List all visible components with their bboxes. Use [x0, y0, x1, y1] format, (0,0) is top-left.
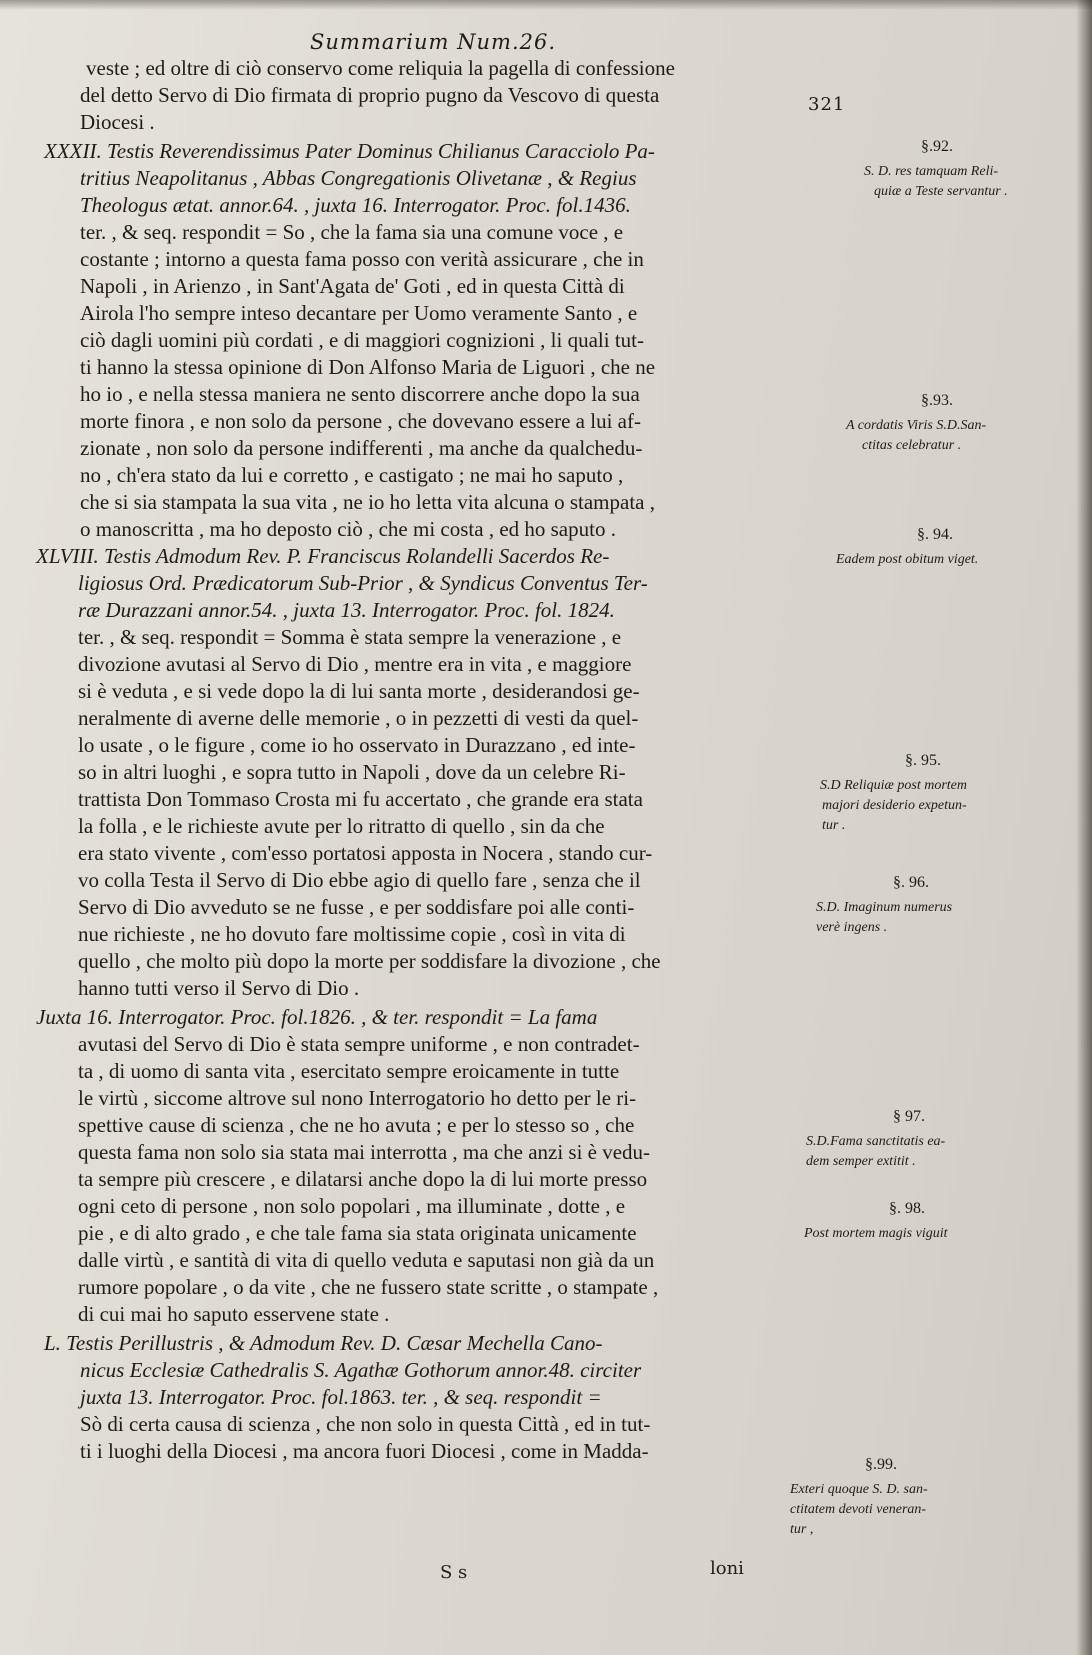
text-line: che si sia stampata la sua vita , ne io ho letta vita alcuna o stampata , [80, 490, 655, 514]
margin-note-line: S. D. res tamquam Reli- [864, 164, 999, 179]
text-line: XLVIII. Testis Admodum Rev. P. Franciscus Rolandelli Sacerdos Re- [36, 544, 610, 568]
margin-note-line: dem semper extitit . [806, 1154, 916, 1169]
margin-section-number: §.99. [865, 1456, 897, 1473]
text-line: si è veduta , e si vede dopo la di lui santa morte , desiderandosi ge- [78, 679, 640, 703]
text-line: vo colla Testa il Servo di Dio ebbe agio di quello fare , senza che il [78, 868, 641, 892]
text-line: la folla , e le richieste avute per lo ritratto di quello , sin da che [78, 814, 605, 838]
text-line: Airola l'ho sempre inteso decantare per Uomo veramente Santo , e [80, 301, 638, 325]
text-line: ter. , & seq. respondit = So , che la fama sia una comune voce , e [80, 220, 624, 244]
margin-note-line: S.D. Imaginum numerus [816, 900, 953, 915]
text-line: juxta 13. Interrogator. Proc. fol.1863. ter. , & seq. respondit = [80, 1385, 602, 1409]
signature-mark: S s [440, 1562, 468, 1583]
text-line: ta , di uomo di santa vita , esercitato sempre eroicamente in tutte [78, 1059, 620, 1083]
margin-section-number: § 97. [893, 1108, 925, 1125]
text-line: Napoli , in Arienzo , in Sant'Agata de' Goti , ed in questa Città di [80, 274, 625, 298]
margin-section-number: §. 98. [889, 1200, 925, 1217]
text-line: zionate , non solo da persone indifferenti , ma anche da qualchedu- [80, 436, 643, 460]
margin-note-line: ctitatem devoti veneran- [790, 1502, 927, 1517]
text-line: spettive cause di scienza , che ne ho avuta ; e per lo stesso so , che [78, 1113, 635, 1137]
margin-note-line: verè ingens . [816, 920, 888, 935]
margin-section-number: §. 96. [893, 874, 929, 891]
text-line: ligiosus Ord. Prædicatorum Sub-Prior , & Syndicus Conventus Ter- [78, 571, 648, 595]
margin-section-number: §.92. [921, 138, 953, 155]
margin-note-line: A cordatis Viris S.D.San- [846, 418, 987, 433]
margin-section-number: §.93. [921, 392, 953, 409]
text-line: avutasi del Servo di Dio è stata sempre uniforme , e non contradet- [78, 1032, 640, 1056]
text-line: pie , e di alto grado , e che tale fama sia stata originata unicamente [78, 1221, 637, 1245]
text-line: ti i luoghi della Diocesi , ma ancora fuori Diocesi , come in Madda- [80, 1439, 649, 1463]
margin-note-line: ctitas celebratur . [862, 438, 962, 453]
text-line: lo usate , o le figure , come io ho osservato in Durazzano , ed inte- [78, 733, 636, 757]
running-title: Summarium Num.26. [310, 30, 557, 54]
text-line: XXXII. Testis Reverendissimus Pater Dominus Chilianus Caracciolo Pa- [44, 139, 655, 163]
margin-section-number: §. 95. [905, 752, 941, 769]
text-line: veste ; ed oltre di ciò conservo come reliquia la pagella di confessione [86, 56, 675, 80]
margin-note-line: tur , [790, 1522, 814, 1537]
text-line: rumore popolare , o da vite , che ne fussero state scritte , o stampate , [78, 1275, 659, 1299]
text-line: nicus Ecclesiæ Cathedralis S. Agathæ Gothorum annor.48. circiter [80, 1358, 642, 1382]
top-edge-shadow [0, 0, 1092, 10]
text-line: le virtù , siccome altrove sul nono Interrogatorio ho detto per le ri- [78, 1086, 637, 1110]
margin-note-line: tur . [822, 818, 846, 833]
text-line: neralmente di averne delle memorie , o in pezzetti di vesti da quel- [78, 706, 639, 730]
text-line: del detto Servo di Dio firmata di proprio pugno da Vescovo di questa [80, 83, 660, 107]
text-line: era stato vivente , com'esso portatosi apposta in Nocera , stando cur- [78, 841, 653, 865]
margin-note-line: majori desiderio expetun- [822, 798, 967, 813]
text-line: ta sempre più crescere , e dilatarsi anche dopo la di lui morte presso [78, 1167, 648, 1191]
text-line: tritius Neapolitanus , Abbas Congregationis Olivetanæ , & Regius [80, 166, 637, 190]
text-line: nue richieste , ne ho dovuto fare moltissime copie , così in vita di [78, 922, 626, 946]
text-line: divozione avutasi al Servo di Dio , mentre era in vita , e maggiore [78, 652, 632, 676]
margin-note-line: Exteri quoque S. D. san- [790, 1482, 928, 1497]
text-line: L. Testis Perillustris , & Admodum Rev. D. Cæsar Mechella Cano- [44, 1331, 603, 1355]
text-line: Sò di certa causa di scienza , che non solo in questa Città , ed in tut- [80, 1412, 651, 1436]
margin-section-number: §. 94. [917, 526, 953, 543]
text-line: no , ch'era stato da lui e corretto , e castigato ; ne mai ho saputo , [80, 463, 624, 487]
text-line: ter. , & seq. respondit = Somma è stata sempre la venerazione , e [78, 625, 622, 649]
text-line: Servo di Dio avveduto se ne fusse , e per soddisfare poi alle conti- [78, 895, 635, 919]
text-line: Juxta 16. Interrogator. Proc. fol.1826. , & ter. respondit = La fama [36, 1005, 598, 1029]
text-line: ciò dagli uomini più cordati , e di maggiori cognizioni , li quali tut- [80, 328, 644, 352]
margin-note-line: Eadem post obitum viget. [836, 552, 979, 567]
text-line: ho io , e nella stessa maniera ne sento discorrere anche dopo la sua [80, 382, 640, 406]
text-line: o manoscritta , ma ho deposto ciò , che mi costa , ed ho saputo . [80, 517, 616, 541]
text-line: Diocesi . [80, 110, 155, 134]
text-line: morte finora , e non solo da persone , che dovevano essere a lui af- [80, 409, 641, 433]
catchword: loni [710, 1558, 744, 1579]
text-line: ti hanno la stessa opinione di Don Alfonso Maria de Liguori , che ne [80, 355, 656, 379]
text-line: ogni ceto di persone , non solo popolari , ma illuminate , dotte , e [78, 1194, 626, 1218]
margin-note-line: Post mortem magis viguit [804, 1226, 948, 1241]
margin-note-line: S.D Reliquiæ post mortem [820, 778, 967, 793]
margin-note-line: S.D.Fama sanctitatis ea- [806, 1134, 946, 1149]
right-edge-shadow [1076, 0, 1092, 1655]
page-number: 321 [808, 94, 846, 115]
text-line: so in altri luoghi , e sopra tutto in Napoli , dove da un celebre Ri- [78, 760, 626, 784]
text-line: di cui mai ho saputo esservene state . [78, 1302, 390, 1326]
text-line: Theologus ætat. annor.64. , juxta 16. Interrogator. Proc. fol.1436. [80, 193, 631, 217]
text-line: costante ; intorno a questa fama posso con verità assicurare , che in [80, 247, 644, 271]
margin-note-line: quiæ a Teste servantur . [874, 184, 1008, 199]
text-line: hanno tutti verso il Servo di Dio . [78, 976, 360, 1000]
text-line: questa fama non solo sia stata mai interrotta , ma che anzi si è vedu- [78, 1140, 651, 1164]
text-line: dalle virtù , e santità di vita di quello veduta e saputasi non già da un [78, 1248, 655, 1272]
text-line: ræ Durazzani annor.54. , juxta 13. Interrogator. Proc. fol. 1824. [78, 598, 615, 622]
text-line: quello , che molto più dopo la morte per soddisfare la divozione , che [78, 949, 661, 973]
text-line: trattista Don Tommaso Crosta mi fu accertato , che grande era stata [78, 787, 643, 811]
